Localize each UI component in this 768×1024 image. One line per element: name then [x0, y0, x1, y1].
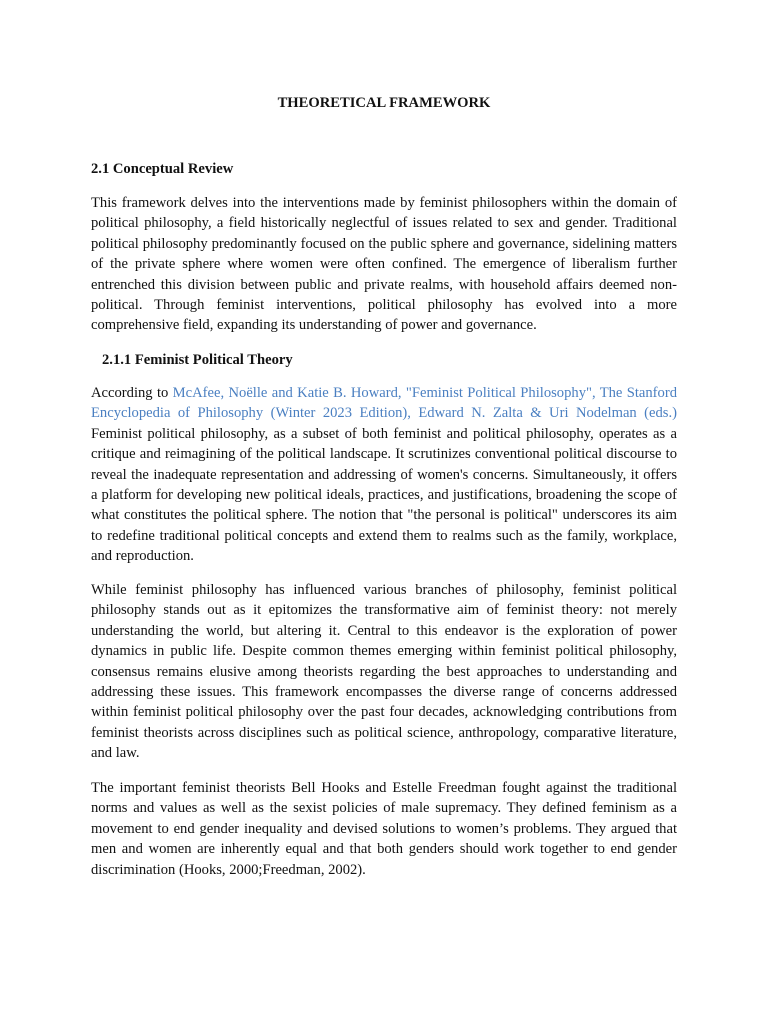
paragraph-body: Feminist political philosophy, as a subset of both feminist and political philosophy, operates as a critique and reimagining of the political landscape. It scrutinizes conventional political discourse to reveal the inadequate representation and addressing of women's concerns. Simultaneously, it offers a platform for developing new political ideals, practices, and justifications, broadening the scope of what constitutes the political sphere. The notion that "the personal is political" underscores its aim to redefine traditional political concepts and extend them to realms such as the family, workplace, and reproduction.: [91, 425, 677, 565]
paragraph-feminist-political-philosophy: [91, 383, 677, 567]
paragraph-intro: This framework delves into the interventions made by feminist philosophers within the domain of political philosophy, a field historically neglectful of issues related to sex and gender. Traditional political philosophy predominantly focused on the public sphere and governance, sidelining matters of the private sphere where women were often confined. The emergence of liberalism further entrenched this division between public and private realms, with household affairs deemed non-political. Through feminist interventions, political philosophy has evolved into a more comprehensive field, expanding its understanding of power and governance.: [91, 195, 677, 334]
document-title: THEORETICAL FRAMEWORK: [277, 95, 491, 111]
paragraph-transformative-aim: While feminist philosophy has influenced various branches of philosophy, feminist political philosophy stands out as it epitomizes the transformative aim of feminist theory: not merely understanding the world, but altering it. Central to this endeavor is the exploration of power dynamics in public life. Despite common themes emerging within feminist political philosophy, consensus remains elusive among theorists regarding the best approaches to understanding and addressing these issues. This framework encompasses the diverse range of concerns addressed within feminist political philosophy over the past four decades, acknowledging contributions from feminist theorists across disciplines such as political science, anthropology, comparative literature, and law.: [91, 582, 677, 762]
subsection-heading: 2.1.1 Feminist Political Theory: [102, 352, 293, 368]
section-heading: 2.1 Conceptual Review: [91, 161, 234, 177]
paragraph-theorists: The important feminist theorists Bell Hooks and Estelle Freedman fought against the traditional norms and values as well as the sexist policies of male supremacy. They defined feminism as a movement to end gender inequality and devised solutions to women’s problems. They argued that men and women are inherently equal and that both genders should work together to end gender discrimination (Hooks, 2000;Freedman, 2002).: [91, 780, 677, 878]
citation-link[interactable]: McAfee, Noëlle and Katie B. Howard, "Feminist Political Philosophy", The Stanford Encyclopedia of Philosophy (Winter 2023 Edition), Edward N. Zalta & Uri Nodelman (eds.): [91, 385, 677, 422]
paragraph-lead: According to: [91, 385, 173, 401]
